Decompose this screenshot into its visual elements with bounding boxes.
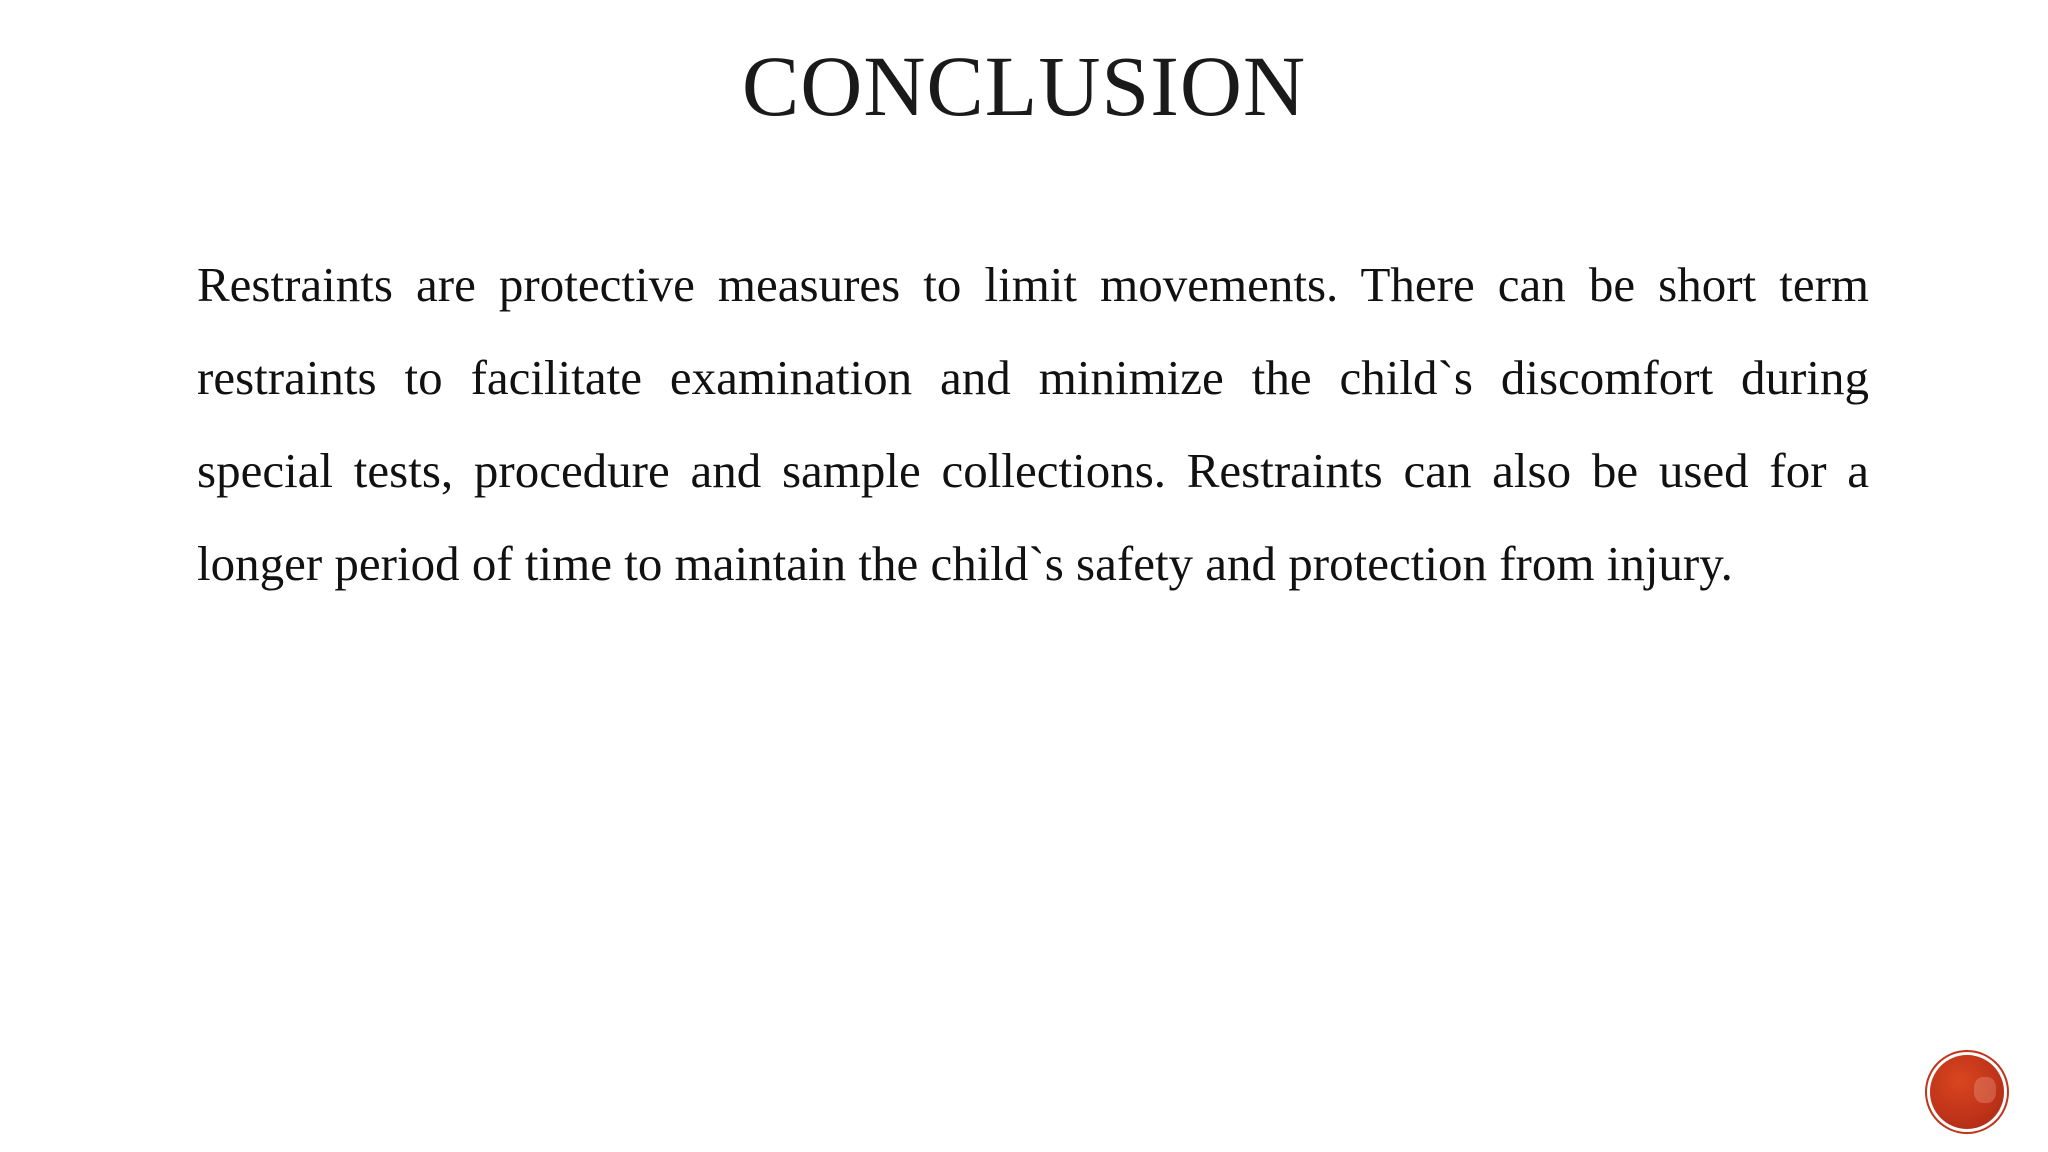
slide-body-text: Restraints are protective measures to limit movements. There can be short term restraints to facilitate examination and minimize the child`s discomfort during special tests, procedure and sample collections. Restraints can also be used for a longer period of time to maintain the child`s safety and protection from injury. — [197, 257, 1869, 591]
circle-button-icon[interactable] — [1930, 1055, 2004, 1129]
slide-title: CONCLUSION — [741, 38, 1307, 134]
button-texture — [1974, 1077, 1996, 1103]
